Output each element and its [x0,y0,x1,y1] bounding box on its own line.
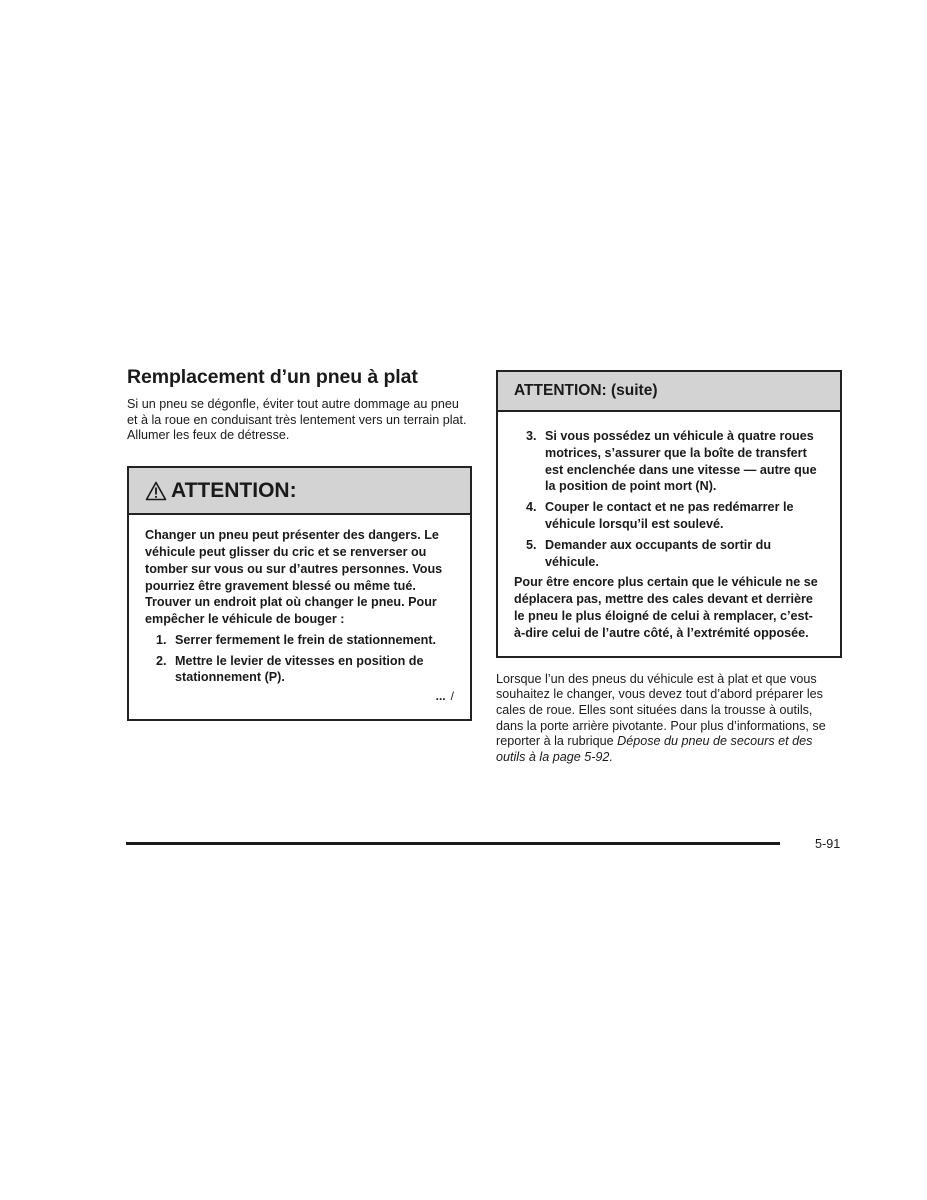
list-item [526,499,824,533]
closing-period: . [609,750,613,765]
step-number: 1. [156,632,167,647]
step-text: Demander aux occupants de sortir du véhicule. [545,537,772,569]
attention-continued-title: ATTENTION: (suite) [514,382,658,399]
list-item [526,428,824,495]
continued-slash: / [450,689,454,704]
cross-reference: Dépose du pneu de secours et des outils à la page 5-92 [496,734,813,765]
closing-text: Lorsque l’un des pneus du véhicule est à plat et que vous souhaitez le changer, vous devez tout d’abord préparer les cales de roue. Elles sont situées dans la trousse à outils, dans la porte arrière pivotante. Pour plus d’informations, se reporter à la rubrique [496,671,826,749]
continued-marker [145,688,454,705]
step-number: 2. [156,653,167,668]
attention-text: Changer un pneu peut présenter des dangers. Le véhicule peut glisser du cric et se renverser ou tomber sur vous ou sur d’autres personnes. Vous pourriez être gravement blessé ou même tué. Trouver un endroit plat où changer le pneu. Pour empêcher le véhicule de bouger : [145,528,443,627]
attention-continued-text: Pour être encore plus certain que le véhicule ne se déplacera pas, mettre des cales devant et derrière le pneu le plus éloigné de celui à remplacer, c’est-à-dire celui de l’autre côté, à l’extrémité opposée. [514,575,818,640]
attention-continued-header [498,372,840,412]
footer-rule [126,842,780,845]
list-item [156,653,454,687]
attention-title: ATTENTION: [171,478,297,502]
attention-continued-steps [526,428,824,570]
warning-triangle-icon [145,481,167,501]
attention-body [129,515,470,719]
right-column [496,370,842,766]
continued-ellipsis: ... [435,689,446,704]
page-number: 5-91 [815,837,841,851]
intro-paragraph: Si un pneu se dégonfle, éviter tout autre dommage au pneu et à la roue en conduisant très lentement vers un terrain plat. Allumer les feux de détresse. [127,397,467,443]
step-text: Serrer fermement le frein de stationnement. [175,632,437,647]
list-item [156,632,454,649]
attention-continued-box [496,370,842,658]
attention-continued-body [498,412,840,656]
step-number: 4. [526,500,537,515]
step-number: 5. [526,537,537,552]
step-number: 3. [526,429,537,443]
list-item [526,537,824,571]
step-text: Si vous possédez un véhicule à quatre roues motrices, s’assurer que la boîte de transfert est enclenchée dans une vitesse — autre que la position de point mort (N). [545,429,817,494]
step-text: Mettre le levier de vitesses en position de stationnement (P). [175,653,424,685]
attention-header [129,468,470,515]
attention-box [127,466,472,721]
step-text: Couper le contact et ne pas redémarrer le véhicule lorsqu’il est soulevé. [545,500,794,531]
section-title: Remplacement d’un pneu à plat [127,366,418,388]
closing-paragraph [496,672,842,766]
left-column [127,366,472,721]
attention-steps [156,632,454,686]
